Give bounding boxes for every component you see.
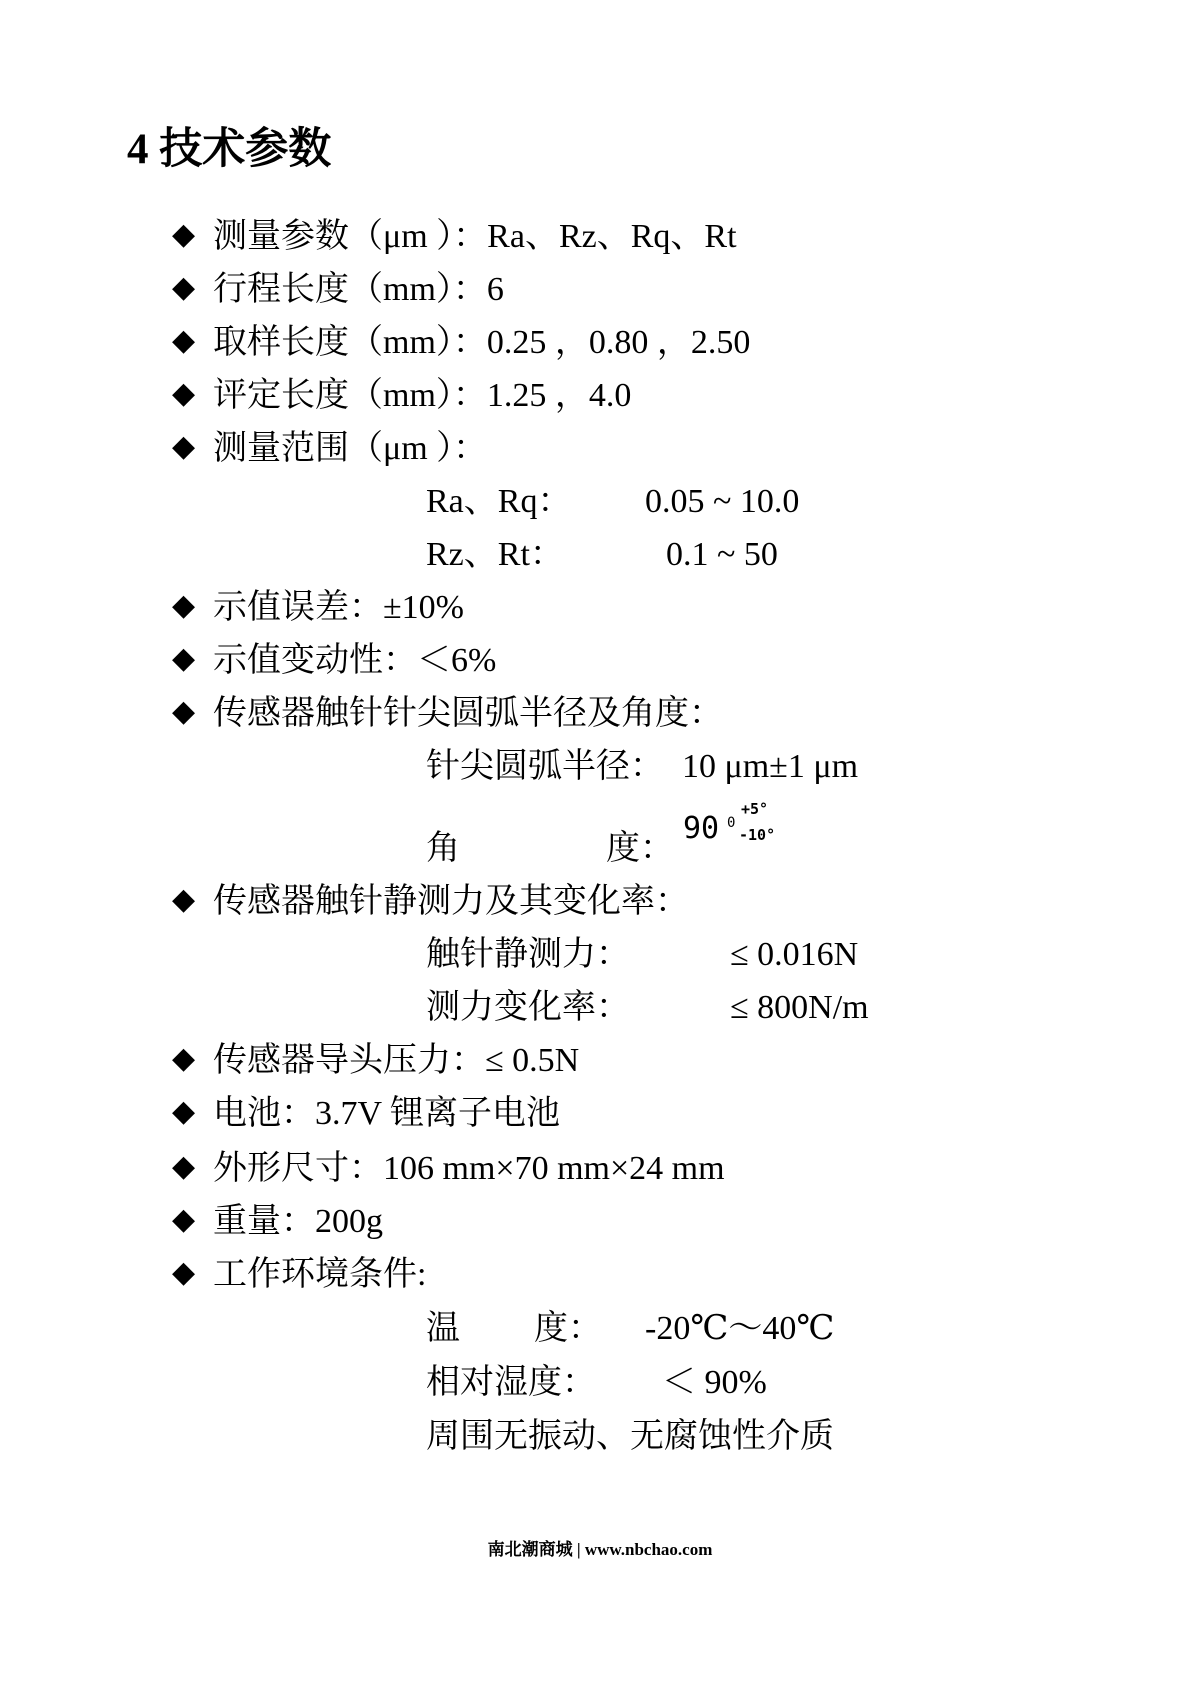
bullet-icon: ◆ xyxy=(172,218,196,251)
stylus-angle-label: 角 xyxy=(426,830,460,867)
range-label: Rz、Rt： xyxy=(426,536,564,573)
spec-text: 测量参数（μm ）：Ra、Rz、Rq、Rt xyxy=(213,218,737,255)
force-static-label: 触针静测力： xyxy=(426,936,630,973)
bullet-icon: ◆ xyxy=(172,1256,196,1289)
stylus-angle-value xyxy=(683,800,803,855)
spec-text: 示值变动性：＜6% xyxy=(213,642,497,679)
spec-text: 评定长度（mm）：1.25 ，4.0 xyxy=(213,377,632,414)
force-rate-label: 测力变化率： xyxy=(426,989,630,1026)
spec-text: 行程长度（mm）：6 xyxy=(213,271,504,308)
spec-text: 传感器导头压力：≤ 0.5N xyxy=(213,1042,580,1079)
env-humidity-label: 相对湿度： xyxy=(426,1364,596,1401)
bullet-icon: ◆ xyxy=(172,430,196,463)
bullet-icon: ◆ xyxy=(172,1042,196,1075)
bullet-icon: ◆ xyxy=(172,271,196,304)
force-static-value: ≤ 0.016N xyxy=(730,936,859,973)
angle-upper-tolerance: +5° xyxy=(741,800,769,818)
angle-base-sup: 0 xyxy=(727,815,736,831)
spec-text: 测量范围（μm ）： xyxy=(213,430,488,467)
spec-text: 取样长度（mm）：0.25 ，0.80 ，2.50 xyxy=(213,324,751,361)
bullet-icon: ◆ xyxy=(172,1095,196,1128)
bullet-icon: ◆ xyxy=(172,589,196,622)
bullet-icon: ◆ xyxy=(172,695,196,728)
env-note: 周围无振动、无腐蚀性介质 xyxy=(426,1418,834,1455)
bullet-icon: ◆ xyxy=(172,883,196,916)
stylus-radius-value: 10 μm±1 μm xyxy=(682,748,859,785)
bullet-icon: ◆ xyxy=(172,642,196,675)
bullet-icon: ◆ xyxy=(172,377,196,410)
env-temperature-value: -20℃～40℃ xyxy=(645,1310,835,1347)
env-humidity-value: ＜ 90% xyxy=(662,1364,767,1401)
angle-base: 90 xyxy=(683,811,720,846)
spec-text: 重量：200g xyxy=(213,1203,383,1240)
range-label: Ra、Rq： xyxy=(426,483,572,520)
bullet-icon: ◆ xyxy=(172,1150,196,1183)
spec-text: 工作环境条件: xyxy=(213,1256,427,1293)
section-heading: 4 技术参数 xyxy=(127,126,332,173)
bullet-icon: ◆ xyxy=(172,324,196,357)
spec-text: 传感器触针静测力及其变化率： xyxy=(213,883,689,920)
range-value: 0.1 ~ 50 xyxy=(666,536,778,573)
page-footer: 南北潮商城 | www.nbchao.com xyxy=(487,1540,713,1559)
spec-text: 传感器触针针尖圆弧半径及角度： xyxy=(213,695,723,732)
bullet-icon: ◆ xyxy=(172,1203,196,1236)
stylus-radius-label: 针尖圆弧半径： xyxy=(426,748,664,785)
angle-lower-tolerance: -10° xyxy=(739,826,776,844)
force-rate-value: ≤ 800N/m xyxy=(730,989,869,1026)
spec-text: 电池：3.7V 锂离子电池 xyxy=(213,1095,560,1132)
env-temperature-label: 温 xyxy=(426,1310,460,1347)
spec-text: 外形尺寸：106 mm×70 mm×24 mm xyxy=(213,1150,725,1187)
range-value: 0.05 ~ 10.0 xyxy=(645,483,800,520)
spec-text: 示值误差：±10% xyxy=(213,589,464,626)
stylus-angle-label-suffix: 度： xyxy=(606,830,674,867)
env-temperature-label-suffix: 度： xyxy=(534,1310,602,1347)
